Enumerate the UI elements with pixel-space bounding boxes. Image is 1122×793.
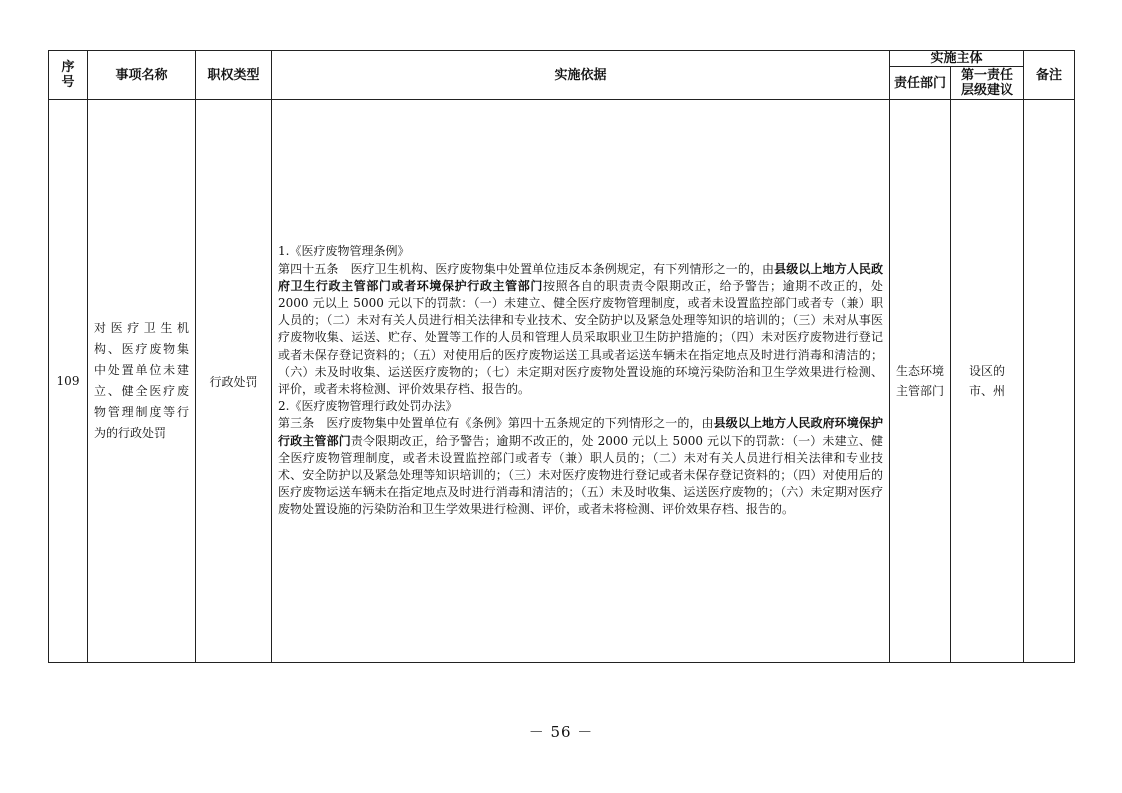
basis-section-2-title: 2.《医疗废物管理行政处罚办法》	[278, 399, 458, 414]
basis-section-1-title: 1.《医疗废物管理条例》	[278, 244, 410, 259]
header-remark: 备注	[1024, 51, 1075, 100]
cell-level: 设区的市、州	[951, 100, 1024, 663]
basis-section-1-authority: 县级以上地方人民政府卫生行政主管部门或者环境保护行政主管部门	[278, 261, 883, 293]
basis-section-2-text: 第三条 医疗废物集中处置单位有《条例》第四十五条规定的下列情形之一的，由县级以上地方人民政府环境保护行政主管部门责令限期改正，给予警告；逾期不改正的，处 2000 元以上 5000 元以下的罚款：（一）未建立、健全医疗废物管理制度，或者未设置监控部门或者专（兼）职人员的；（二）未对有关人员进行相关法律和专业技术、安全防护以及紧急处理等知识培训的；（三）未对医疗废物进行登记或者未保存登记资料的；（四）对使用后的医疗废物运送车辆未在指定地点及时进行消毒和清洁的；（五）未及时收集、运送医疗废物的；（六）未定期对医疗废物处置设施的污染防治和卫生学效果进行检测、评价，或者未将检测、评价效果存档、报告的。	[278, 416, 883, 517]
header-dept: 责任部门	[890, 67, 951, 100]
header-seq: 序号	[49, 51, 88, 100]
header-power-type: 职权类型	[196, 51, 272, 100]
cell-basis	[272, 100, 890, 663]
header-level: 第一责任层级建议	[951, 67, 1024, 100]
cell-item-name: 对医疗卫生机构、医疗废物集中处置单位未建立、健全医疗废物管理制度等行为的行政处罚	[88, 100, 196, 663]
table-row	[49, 100, 1075, 663]
page-number: － 56 －	[528, 723, 594, 741]
cell-seq: 109	[49, 100, 88, 663]
basis-section-1-text: 第四十五条 医疗卫生机构、医疗废物集中处置单位违反本条例规定，有下列情形之一的，由县级以上地方人民政府卫生行政主管部门或者环境保护行政主管部门按照各自的职责责令限期改正，给予警告；逾期不改正的，处 2000 元以上 5000 元以下的罚款：（一）未建立、健全医疗废物管理制度，或者未设置监控部门或者专（兼）职人员的；（二）未对有关人员进行相关法律和专业技术、安全防护以及紧急处理等知识的培训的；（三）未对从事医疗废物收集、运送、贮存、处置等工作的人员和管理人员采取职业卫生防护措施的；（四）未对医疗废物进行登记或者未保存登记资料的；（五）对使用后的医疗废物运送工具或者运送车辆未在指定地点及时进行消毒和清洁的；（六）未及时收集、运送医疗废物的；（七）未定期对医疗废物处置设施的环境污染防治和卫生学效果进行检测、评价，或者未将检测、评价效果存档、报告的。	[278, 261, 883, 396]
basis-section-2-authority: 县级以上地方人民政府环境保护行政主管部门	[278, 416, 883, 448]
enforcement-table	[48, 50, 1075, 663]
cell-power-type: 行政处罚	[196, 100, 272, 663]
header-basis: 实施依据	[272, 51, 890, 100]
header-subject: 实施主体	[890, 51, 1024, 67]
header-item-name: 事项名称	[88, 51, 196, 100]
cell-remark	[1024, 100, 1075, 663]
cell-dept: 生态环境主管部门	[890, 100, 951, 663]
